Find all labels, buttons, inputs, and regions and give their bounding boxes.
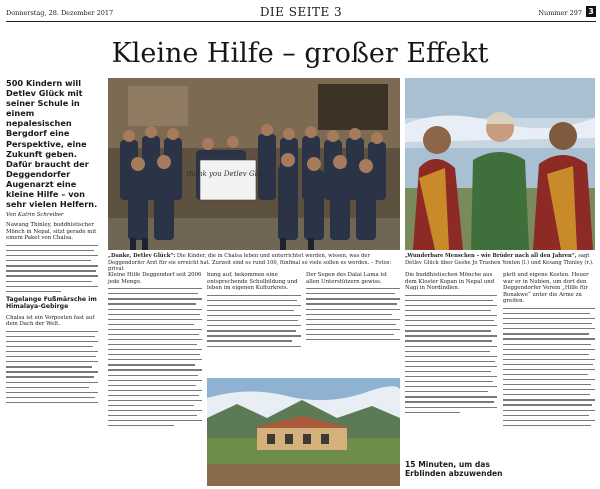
col2-start: Kleine Hilfe Deggendorf seit 2006 jede Menge. bbox=[108, 272, 202, 285]
caption-main bbox=[108, 253, 400, 273]
lead-column bbox=[6, 78, 98, 407]
col1-start: Nawang Thinley, buddhistischer Mönch in Nepal, sitzt gerade mit einem Paket von Chalsa. bbox=[6, 222, 97, 242]
header-date: Donnerstag, 28. Dezember 2017 bbox=[6, 9, 114, 17]
section-title: DIE SEITE 3 bbox=[259, 5, 343, 19]
schoolchildren-image bbox=[108, 78, 400, 250]
byline: Von Katrin Schreiber bbox=[6, 212, 64, 219]
photo-schoolchildren bbox=[108, 78, 400, 250]
col1-subhead: Tagelange Fußmärsche im Himalaya-Gebirge bbox=[6, 295, 97, 311]
header-rule bbox=[6, 21, 596, 22]
photo-village bbox=[207, 378, 400, 486]
col2 bbox=[108, 272, 202, 430]
caption-main-bold: „Danke, Detlev Glück“: bbox=[108, 253, 176, 259]
sign-text: thank you Detlev Glück bbox=[186, 170, 270, 178]
village-image bbox=[207, 378, 400, 486]
col1-text-block-a bbox=[6, 245, 98, 292]
headline: Kleine Hilfe – großer Effekt bbox=[111, 38, 489, 69]
monks-image bbox=[405, 78, 595, 250]
col3 bbox=[207, 272, 301, 351]
col4-start: Der Segen des Dalai Lama ist allen Unterstützern gewiss. bbox=[306, 272, 388, 285]
col3-start: bung auf, bekommen eine entsprechende Schulbildung und leben im eigenen Kulturkreis. bbox=[207, 272, 298, 292]
col1-text-block-b bbox=[6, 331, 98, 403]
photo-monks bbox=[405, 78, 595, 250]
caption-main-text: Die Kinder, die in Chalsa leben und unterrichtet werden, wissen, was der Deggendorfer Arzt für sie erreicht hat. Zurzeit sind es rund 100, fünfmal so viele sollen es werden. – Fotos: privat bbox=[108, 253, 392, 273]
issue-number: Nummer 297 bbox=[538, 9, 582, 17]
caption-monks-bold: „Wunderbare Menschen – wie Brüder nach all den Jahren“, bbox=[405, 253, 577, 259]
page-number-box: 3 bbox=[586, 6, 596, 17]
col6-start: plett und eigene Kosten. Heuer war er in Nubien, um dort den Deggendorfer Verein „Hilfe für Bonakwe“ unter die Arme zu greifen. bbox=[503, 272, 589, 305]
col1-snip: Chalsa ist ein Vorposten fast auf dem Dach der Welt. bbox=[6, 314, 95, 328]
lead-text: 500 Kindern will Detlev Glück mit seiner Schule in einem nepalesischen Bergdorf eine Perspektive, eine Zukunft geben. Dafür braucht der Deggendorfer Augenarzt eine kleine Hilfe – von sehr vielen Helfern. bbox=[6, 78, 98, 210]
caption-monks-text: sagt Detlev Glück über Geshe Jo Trashen Yonten (l.) und Kesang Thinley (r.). bbox=[405, 253, 594, 266]
col5 bbox=[405, 272, 497, 417]
caption-monks bbox=[405, 253, 595, 266]
page-header bbox=[6, 4, 596, 20]
box-headline: 15 Minuten, um das Erblinden abzuwenden bbox=[405, 460, 503, 478]
col4 bbox=[306, 272, 400, 344]
col6 bbox=[503, 272, 595, 430]
col5-start: Die buddhistischen Mönche aus dem Kloster Kopan in Nepal und Nagi in Nordindien. bbox=[405, 272, 495, 292]
